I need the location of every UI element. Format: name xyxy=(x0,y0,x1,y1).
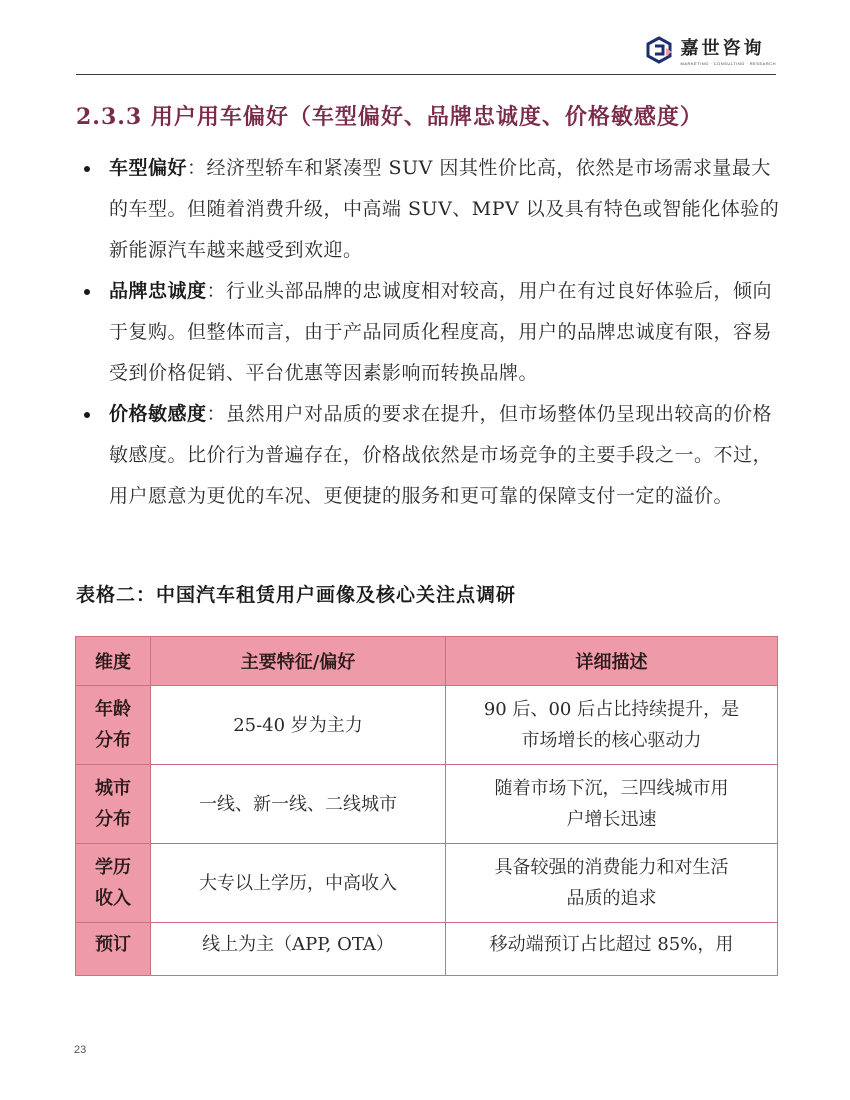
table-row xyxy=(76,686,778,765)
feature-cell: 一线、新一线、二线城市 xyxy=(151,765,446,844)
feature-cell: 25-40 岁为主力 xyxy=(151,686,446,765)
dimension-cell: 年龄 分布 xyxy=(76,686,151,765)
dimension-cell: 城市 分布 xyxy=(76,765,151,844)
bullet-item-vehicle-preference xyxy=(76,148,784,271)
user-profile-table xyxy=(75,636,778,976)
bullet-item-price-sensitivity xyxy=(76,394,784,517)
logo-tagline: MARKETING · CONSULTING · RESEARCH xyxy=(680,61,776,66)
bullet-text: ：虽然用户对品质的要求在提升，但市场整体仍呈现出较高的价格敏感度。比价行为普遍存在，价格战依然是市场竞争的主要手段之一。不过，用户愿意为更优的车况、更便捷的服务和更可靠的保障支付一定的溢价。 xyxy=(109,403,773,507)
logo-mark-icon xyxy=(644,35,674,65)
bullet-term: 品牌忠诚度 xyxy=(109,280,207,302)
description-cell: 具备较强的消费能力和对生活 品质的追求 xyxy=(446,844,778,923)
feature-cell: 线上为主（APP, OTA） xyxy=(151,923,446,976)
bullet-term: 价格敏感度 xyxy=(109,403,207,425)
dimension-cell: 学历 收入 xyxy=(76,844,151,923)
bullet-text: ：经济型轿车和紧凑型 SUV 因其性价比高，依然是市场需求量最大的车型。但随着消费升级，中高端 SUV、MPV 以及具有特色或智能化体验的新能源汽车越来越受到欢迎。 xyxy=(109,157,780,261)
column-header: 详细描述 xyxy=(446,637,778,686)
description-cell: 随着市场下沉，三四线城市用 户增长迅速 xyxy=(446,765,778,844)
bullet-text: ：行业头部品牌的忠诚度相对较高，用户在有过良好体验后，倾向于复购。但整体而言，由于产品同质化程度高，用户的品牌忠诚度有限，容易受到价格促销、平台优惠等因素影响而转换品牌。 xyxy=(109,280,773,384)
bullet-dot-icon xyxy=(84,412,90,418)
table-row xyxy=(76,765,778,844)
bullet-dot-icon xyxy=(84,166,90,172)
feature-cell: 大专以上学历，中高收入 xyxy=(151,844,446,923)
description-cell: 移动端预订占比超过 85%，用 xyxy=(446,923,778,976)
table-row xyxy=(76,844,778,923)
table-row xyxy=(76,923,778,976)
bullet-term: 车型偏好 xyxy=(109,157,188,179)
dimension-cell: 预订 xyxy=(76,923,151,976)
logo-name: 嘉世咨询 xyxy=(680,38,765,59)
company-logo xyxy=(644,34,776,66)
page-header xyxy=(76,30,776,75)
section-title: 2.3.3 用户用车偏好（车型偏好、品牌忠诚度、价格敏感度） xyxy=(76,104,703,130)
column-header: 维度 xyxy=(76,637,151,686)
page-number: 23 xyxy=(74,1044,87,1056)
column-header: 主要特征/偏好 xyxy=(151,637,446,686)
bullet-list xyxy=(76,148,784,517)
table-title: 表格二：中国汽车租赁用户画像及核心关注点调研 xyxy=(76,584,517,606)
table-header-row xyxy=(76,637,778,686)
bullet-item-brand-loyalty xyxy=(76,271,784,394)
description-cell: 90 后、00 后占比持续提升，是 市场增长的核心驱动力 xyxy=(446,686,778,765)
bullet-dot-icon xyxy=(84,289,90,295)
